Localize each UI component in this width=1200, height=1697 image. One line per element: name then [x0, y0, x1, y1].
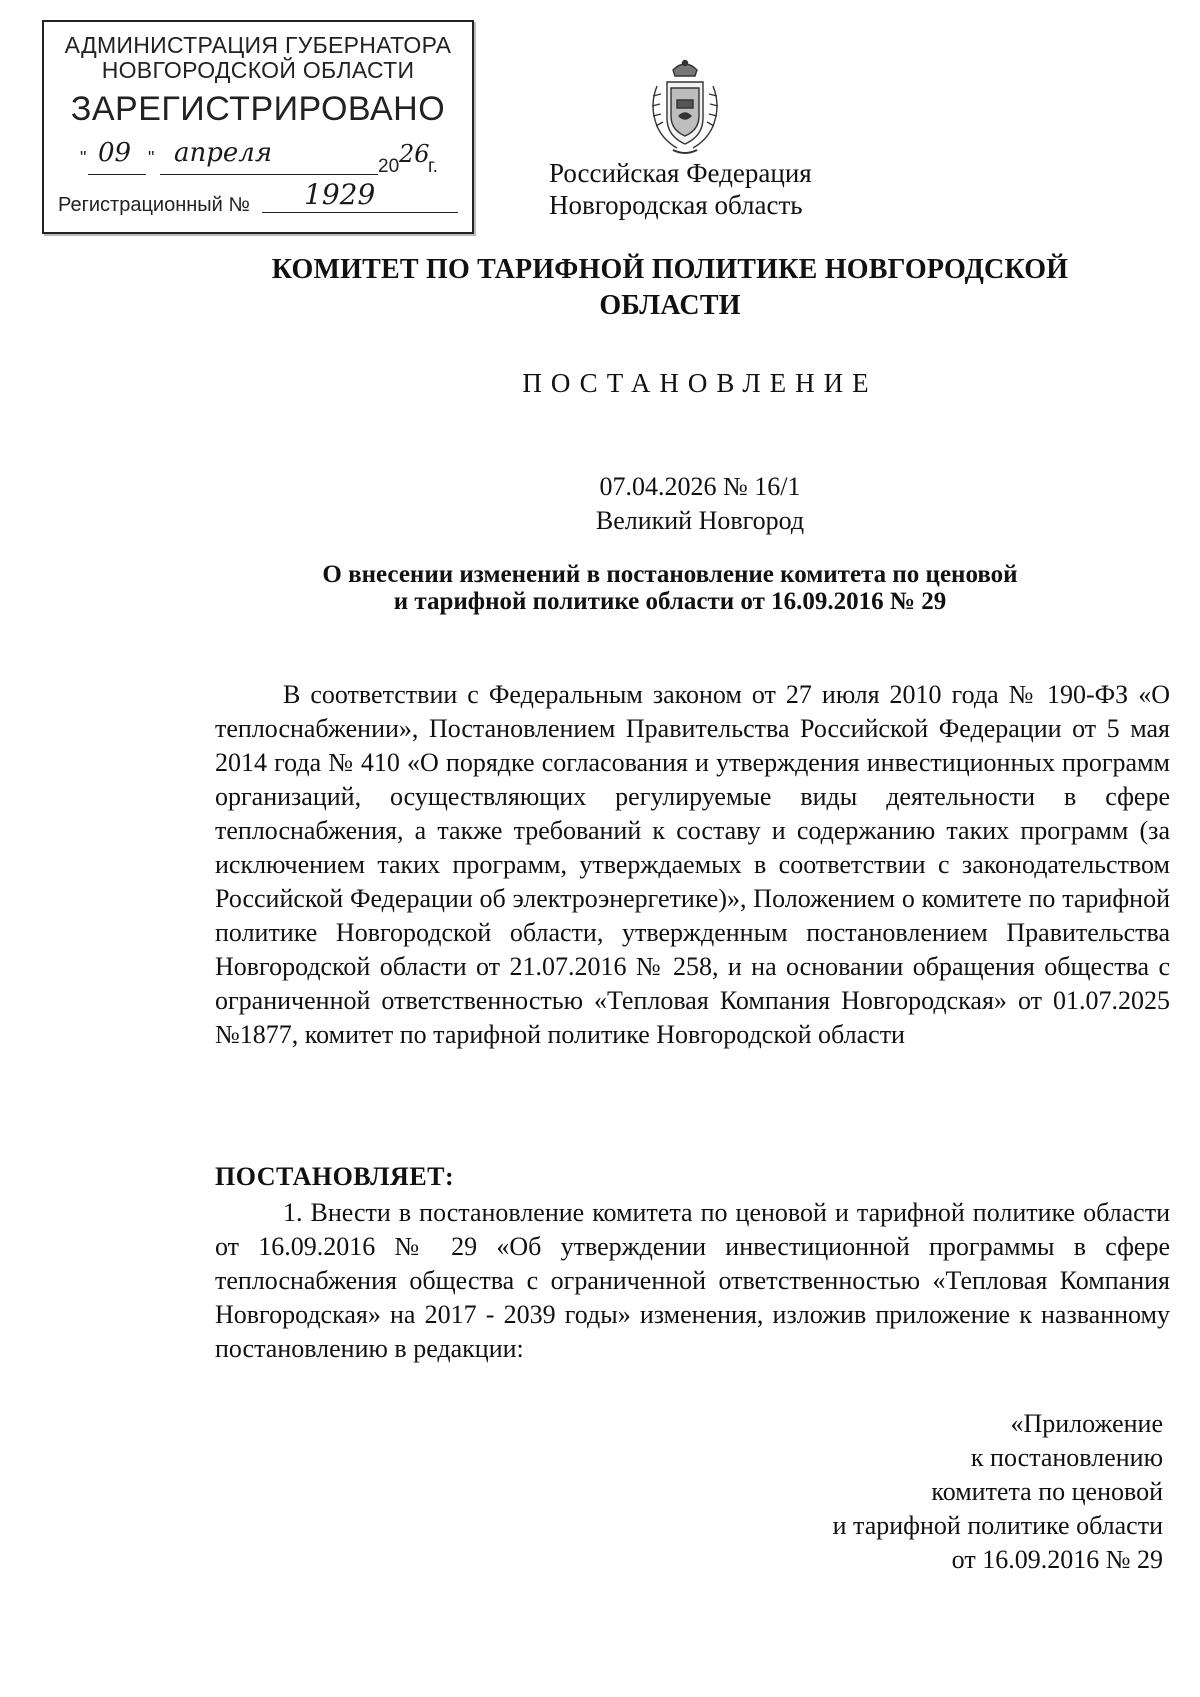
item-1-text: 1. Внести в постановление комитета по ценовой и тарифной политике области от 16.09.2016 № 29 «Об утверждении инвестиционной программы в сфере теплоснабжения общества с ограниченной ответственностью «Тепловая Компания Новгородская» на 2017 - 2039 годы» изменения, изложив приложение к названному постановлению в редакции: [215, 1198, 1170, 1363]
stamp-month: апреля [174, 138, 273, 168]
stamp-year-end: г. [428, 156, 438, 177]
preamble-paragraph [215, 678, 1170, 1052]
stamp-registered-label: ЗАРЕГИСТРИРОВАНО [70, 90, 446, 128]
stamp-quote-open: " [80, 148, 87, 168]
appendix-line4: и тарифной политике области [832, 1511, 1163, 1540]
stamp-reg-underline [262, 180, 458, 213]
registration-stamp [42, 20, 474, 234]
appendix-line5: от 16.09.2016 № 29 [951, 1545, 1163, 1574]
stamp-month-underline [160, 138, 378, 175]
committee-title-line1: КОМИТЕТ ПО ТАРИФНОЙ ПОЛИТИКЕ НОВГОРОДСКОЙ [271, 254, 1069, 285]
coat-of-arms-icon [643, 56, 727, 160]
stamp-org-line1: АДМИНИСТРАЦИЯ ГУБЕРНАТОРА [64, 32, 452, 58]
stamp-reg-number: 1929 [304, 178, 376, 211]
stamp-reg-number-line [58, 194, 250, 217]
resolves-heading: ПОСТАНОВЛЯЕТ: [215, 1162, 455, 1191]
appendix-line1: «Приложение [1010, 1409, 1163, 1438]
appendix-line2: к постановлению [970, 1443, 1163, 1472]
federation-header [549, 157, 812, 221]
stamp-year-suffix: 26 [399, 140, 430, 168]
document-city: Великий Новгород [595, 506, 805, 535]
stamp-day-underline [88, 138, 146, 175]
item-1-paragraph [215, 1196, 1170, 1366]
appendix-heading [833, 1407, 1163, 1577]
region-name: Новгородская область [549, 190, 803, 220]
document-date-number-block [560, 470, 840, 538]
stamp-year-prefix: 20 [378, 156, 400, 177]
document-date-number: 07.04.2026 № 16/1 [599, 472, 801, 501]
subject-line2: и тарифной политике области от 16.09.2016 № 29 [393, 588, 947, 615]
committee-title [260, 252, 1080, 324]
country-name: Российская Федерация [549, 158, 812, 188]
committee-title-line2: ОБЛАСТИ [599, 290, 741, 321]
stamp-org-line2: НОВГОРОДСКОЙ ОБЛАСТИ [101, 57, 415, 83]
stamp-reg-label: Регистрационный № [58, 194, 250, 216]
subject-line1: О внесении изменений в постановление комитета по ценовой [322, 561, 1018, 588]
document-type: ПОСТАНОВЛЕНИЕ [522, 368, 878, 398]
document-subject [250, 561, 1090, 615]
appendix-line3: комитета по ценовой [931, 1477, 1163, 1506]
preamble-text: В соответствии с Федеральным законом от 27 июля 2010 года № 190-ФЗ «О теплоснабжении», Постановлением Правительства Российской Федерации от 5 мая 2014 года № 410 «О порядке согласования и утверждения инвестиционных программ организаций, осуществляющих регулируемые виды деятельности в сфере теплоснабжения, а также требований к составу и содержанию таких программ (за исключением таких программ, утверждаемых в соответствии с законодательством Российской Федерации об электроэнергетике)», Положением о комитете по тарифной политике Новгородской области, утвержденным постановлением Правительства Новгородской области от 21.07.2016 № 258, и на основании обращения общества с ограниченной ответственностью «Тепловая Компания Новгородская» от 01.07.2025 №1877, комитет по тарифной политике Новгородской области [215, 680, 1170, 1049]
stamp-date-line [78, 138, 458, 182]
stamp-day: 09 [98, 138, 132, 168]
stamp-quote-close: " [148, 148, 155, 168]
